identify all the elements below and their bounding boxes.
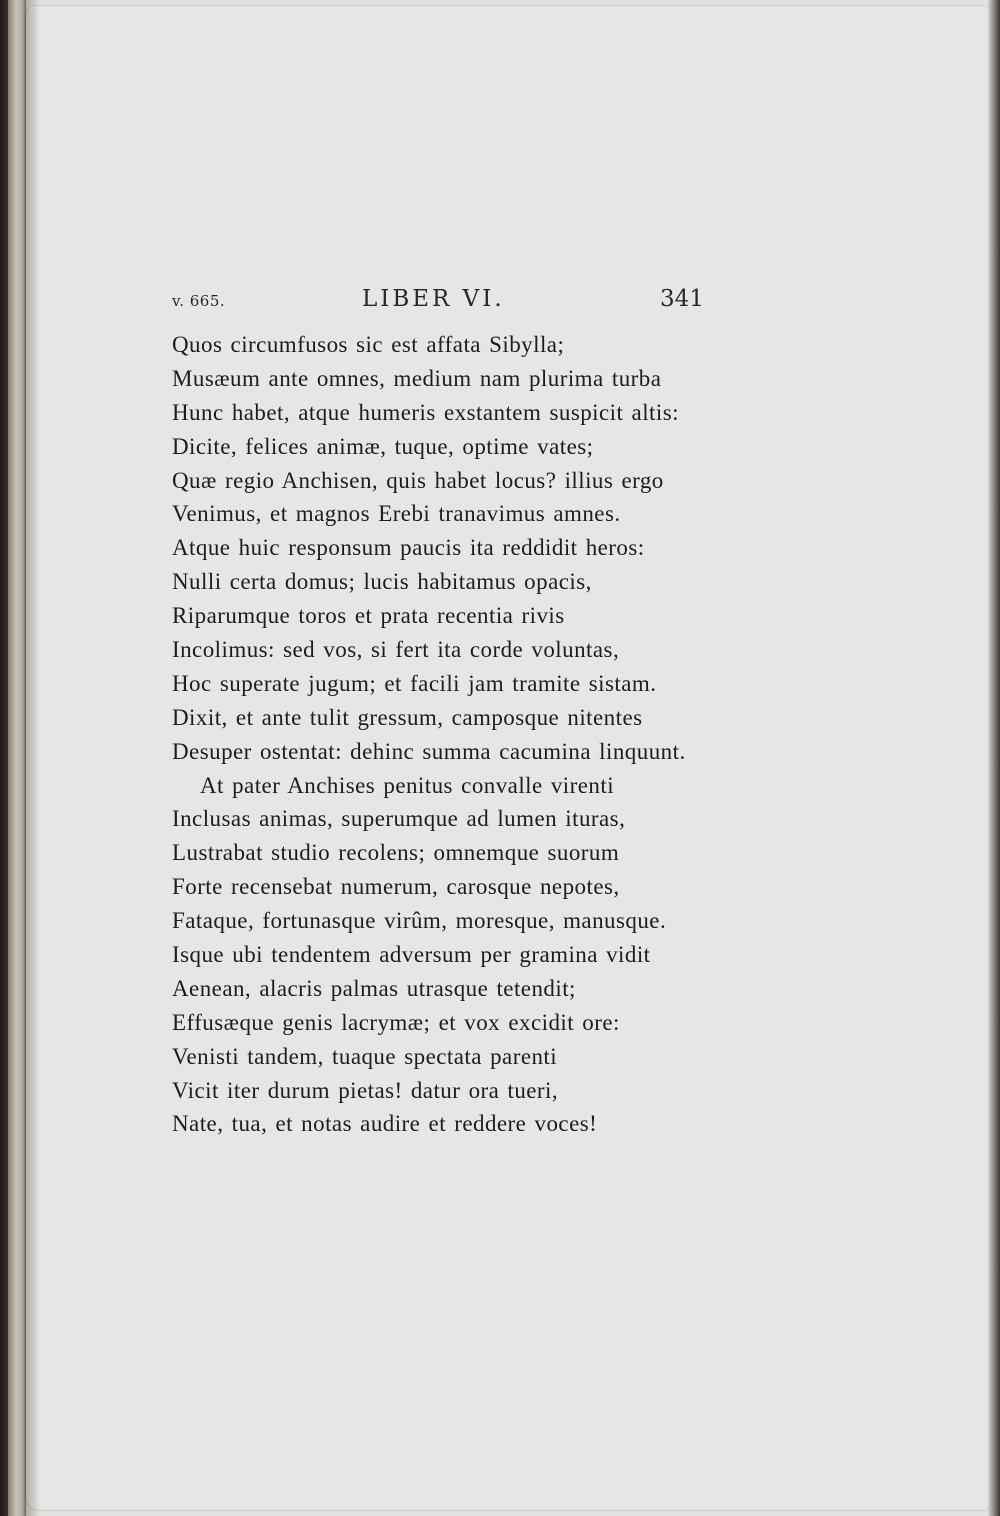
verse-line: Nulli certa domus; lucis habitamus opacis, xyxy=(172,569,592,595)
verse-line: Lustrabat studio recolens; omnemque suorum xyxy=(172,840,620,866)
verse-line: Vicit iter durum pietas! datur ora tueri, xyxy=(172,1077,559,1103)
verse-line: Fataque, fortunasque virûm, moresque, manusque. xyxy=(172,908,667,934)
verse-text xyxy=(172,328,772,1141)
verse-line: Dicite, felices animæ, tuque, optime vates; xyxy=(172,433,594,459)
verse-line: Dixit, et ante tulit gressum, camposque nitentes xyxy=(172,704,643,730)
verse-line: Forte recensebat numerum, carosque nepotes, xyxy=(172,874,620,900)
verse-line: Hoc superate jugum; et facili jam tramite sistam. xyxy=(172,670,657,696)
previous-leaf-edge xyxy=(8,0,26,1516)
verse-line: Aenean, alacris palmas utrasque tetendit; xyxy=(172,975,576,1001)
page-number: 341 xyxy=(660,286,704,312)
verse-reference: v. 665. xyxy=(172,292,226,310)
verse-line: Venimus, et magnos Erebi tranavimus amnes. xyxy=(172,501,621,527)
verse-line: At pater Anchises penitus convalle virenti xyxy=(200,772,615,798)
running-title: LIBER VI. xyxy=(362,286,505,312)
verse-line: Venisti tandem, tuaque spectata parenti xyxy=(172,1043,558,1069)
verse-line: Nate, tua, et notas audire et reddere voces! xyxy=(172,1111,598,1137)
verse-line: Inclusas animas, superumque ad lumen ituras, xyxy=(172,806,626,832)
book-binding xyxy=(0,0,8,1516)
verse-line: Musæum ante omnes, medium nam plurima turba xyxy=(172,365,662,391)
verse-line: Quæ regio Anchisen, quis habet locus? illius ergo xyxy=(172,467,664,493)
verse-line: Desuper ostentat: dehinc summa cacumina linquunt. xyxy=(172,738,686,764)
running-header xyxy=(172,286,712,320)
verse-line: Hunc habet, atque humeris exstantem suspicit altis: xyxy=(172,399,679,425)
verse-line: Riparumque toros et prata recentia rivis xyxy=(172,603,565,629)
verse-line: Atque huic responsum paucis ita reddidit heros: xyxy=(172,535,645,561)
verse-line: Quos circumfusos sic est affata Sibylla; xyxy=(172,332,565,357)
verse-line: Incolimus: sed vos, si fert ita corde voluntas, xyxy=(172,637,620,663)
verse-line: Isque ubi tendentem adversum per gramina vidit xyxy=(172,942,651,968)
verse-line: Effusæque genis lacrymæ; et vox excidit ore: xyxy=(172,1009,620,1035)
page-right-edge xyxy=(988,0,1000,1516)
gutter-shadow xyxy=(26,0,40,1516)
